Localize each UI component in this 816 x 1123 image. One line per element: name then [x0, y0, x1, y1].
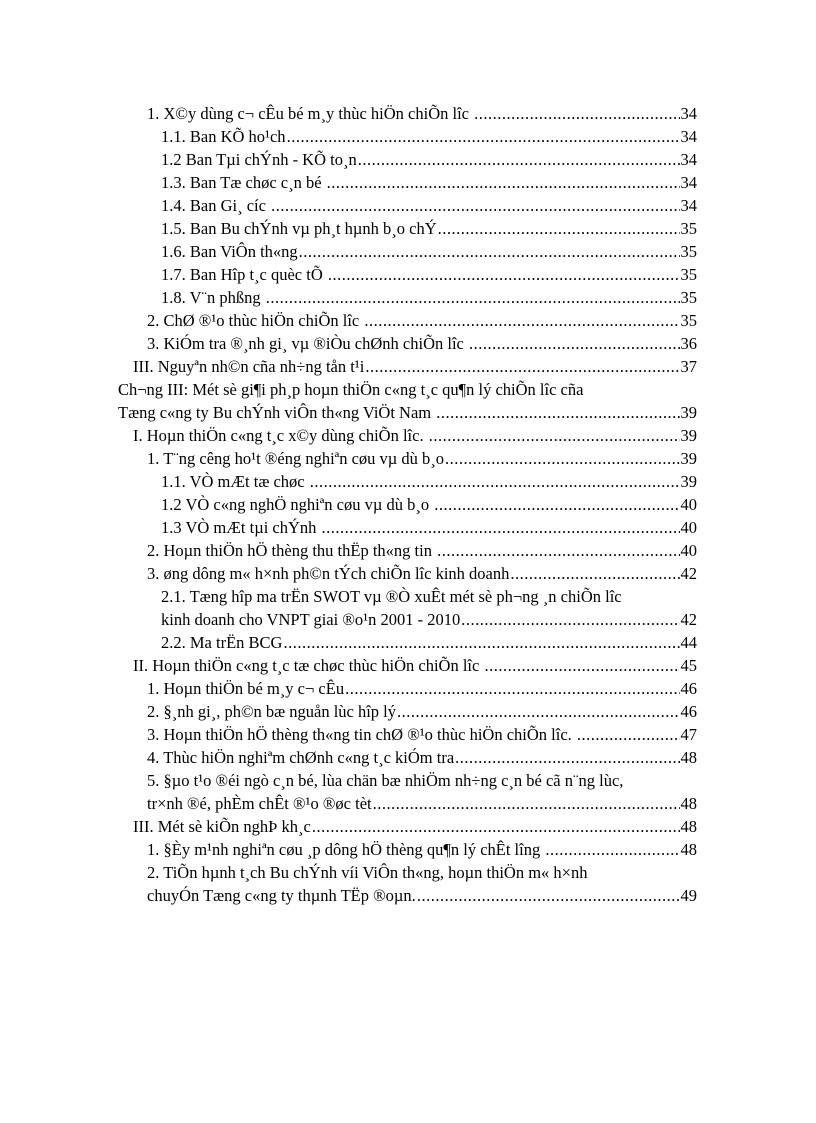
toc-dot-leader [461, 609, 679, 631]
toc-entry[interactable] [133, 655, 697, 677]
toc-entry-title: 3. øng dông m« h×nh ph©n tÝch chiÕn lîc kinh doanh [147, 564, 510, 583]
toc-dot-leader [358, 149, 680, 171]
toc-entry-title: 3. Hoµn thiÖn hÖ thèng th«ng tin chØ ®¹o thùc hiÖn chiÕn lîc. [147, 725, 576, 744]
toc-entry[interactable] [161, 149, 697, 171]
toc-entry-title: 1.1. Ban KÕ ho¹ch [161, 127, 286, 146]
toc-entry-title: 1.8. V¨n phßng [161, 288, 265, 307]
toc-entry-title: 2.2. Ma trËn BCG [161, 633, 283, 652]
toc-page-number: 40 [680, 541, 697, 560]
toc-entry-title: tr×nh ®é, phÈm chÊt ®¹o ®øc tèt [147, 794, 372, 813]
toc-entry[interactable] [147, 448, 697, 470]
toc-page-number: 34 [680, 104, 697, 123]
toc-page-number: 35 [680, 265, 697, 284]
toc-entry-title: 1.3. Ban Tæ chøc c¸n bé [161, 173, 326, 192]
toc-entry[interactable] [161, 241, 697, 263]
toc-page-number: 35 [680, 219, 697, 238]
toc-page-number: 39 [680, 449, 697, 468]
toc-page-number: 35 [680, 288, 697, 307]
toc-entry[interactable] [161, 195, 697, 217]
toc-entry-title: 1.5. Ban Bu chÝnh vµ ph¸t hµnh b¸o chÝ [161, 219, 437, 238]
toc-entry-title: 1.2 VÒ c«ng nghÖ nghiªn cøu vµ dù b¸o [161, 495, 434, 514]
toc-dot-leader [438, 218, 680, 240]
toc-page-number: 44 [680, 633, 697, 652]
toc-entry-title: 2.1. Tæng hîp ma trËn SWOT vµ ®Ò xuÊt mét sè ph¬ng ¸n chiÕn lîc [161, 587, 622, 606]
toc-page-number: 47 [680, 725, 697, 744]
toc-page-number: 46 [680, 679, 697, 698]
toc-entry-title: Ch¬ng III: Mét sè gi¶i ph¸p hoµn thiÖn c«ng t¸c qu¶n lý chiÕn lîc cña [118, 380, 584, 399]
toc-entry-title: 1.6. Ban ViÔn th«ng [161, 242, 298, 261]
toc-entry[interactable] [161, 609, 697, 631]
toc-dot-leader [328, 264, 680, 286]
toc-page-number: 48 [680, 817, 697, 836]
toc-entry-title: 3. KiÓm tra ®¸nh gi¸ vµ ®iÒu chØnh chiÕn lîc [147, 334, 468, 353]
toc-entry-title: 1. X©y dùng c¬ cÊu bé m¸y thùc hiÖn chiÕn lîc [147, 104, 474, 123]
toc-entry[interactable] [147, 540, 697, 562]
toc-dot-leader [283, 632, 679, 654]
toc-entry-title: Tæng c«ng ty Bu chÝnh viÔn th«ng ViÖt Nam [118, 403, 436, 422]
toc-entry[interactable] [133, 356, 697, 378]
toc-dot-leader [484, 655, 679, 677]
toc-page-number: 48 [680, 794, 697, 813]
toc-dot-leader [455, 747, 679, 769]
toc-dot-leader [310, 471, 680, 493]
toc-entry-title: 2. Hoµn thiÖn hÖ thèng thu thËp th«ng tin [147, 541, 437, 560]
toc-page-number: 34 [680, 127, 697, 146]
toc-dot-leader [345, 678, 679, 700]
toc-dot-leader [312, 816, 680, 838]
toc-page-number: 42 [680, 610, 697, 629]
toc-dot-leader [365, 356, 679, 378]
toc-entry[interactable] [147, 862, 697, 884]
toc-entry-title: 1.4. Ban Gi¸ cíc [161, 196, 271, 215]
toc-entry-title: II. Hoµn thiÖn c«ng t¸c tæ chøc thùc hiÖn chiÕn lîc [133, 656, 484, 675]
toc-entry[interactable] [133, 425, 697, 447]
toc-dot-leader [469, 333, 680, 355]
toc-entry-title: kinh doanh cho VNPT giai ®o¹n 2001 - 2010 [161, 610, 461, 629]
toc-page-number: 49 [680, 886, 697, 905]
toc-page-number: 45 [680, 656, 697, 675]
toc-entry-title: 1. Hoµn thiÖn bé m¸y c¬ cÊu [147, 679, 345, 698]
toc-entry[interactable] [147, 747, 697, 769]
toc-entry-title: 5. §µo t¹o ®éi ngò c¸n bé, lùa chän bæ nhiÖm nh÷ng c¸n bé cã n¨ng lùc, [147, 771, 624, 790]
toc-entry[interactable] [147, 839, 697, 861]
toc-dot-leader [373, 793, 680, 815]
toc-entry[interactable] [161, 586, 697, 608]
toc-dot-leader [577, 724, 680, 746]
toc-dot-leader [397, 701, 679, 723]
toc-entry[interactable] [161, 494, 697, 516]
toc-entry-title: 4. Thùc hiÖn nghiªm chØnh c«ng t¸c kiÓm tra [147, 748, 455, 767]
toc-entry-title: 2. ChØ ®¹o thùc hiÖn chiÕn lîc [147, 311, 364, 330]
toc-entry[interactable] [147, 310, 697, 332]
toc-page-number: 36 [680, 334, 697, 353]
toc-dot-leader [510, 563, 679, 585]
toc-entry-title: 1.7. Ban Hîp t¸c quèc tÕ [161, 265, 327, 284]
toc-entry-title: 1.2 Ban Tµi chÝnh - KÕ to¸n [161, 150, 357, 169]
toc-dot-leader [299, 241, 680, 263]
toc-dot-leader [364, 310, 679, 332]
toc-page-number: 39 [680, 426, 697, 445]
toc-entry[interactable] [147, 793, 697, 815]
toc-page-number: 34 [680, 150, 697, 169]
toc-dot-leader [429, 425, 680, 447]
toc-entry[interactable] [147, 333, 697, 355]
toc-page-number: 35 [680, 242, 697, 261]
toc-page-number: 46 [680, 702, 697, 721]
toc-entry[interactable] [147, 770, 697, 792]
toc-entry[interactable] [147, 724, 697, 746]
toc-entry-title: 1. T¨ng cêng ho¹t ®éng nghiªn cøu vµ dù b¸o [147, 449, 445, 468]
toc-entry[interactable] [147, 563, 697, 585]
toc-entry[interactable] [161, 517, 697, 539]
toc-page-number: 39 [680, 403, 697, 422]
toc-entry[interactable] [133, 816, 697, 838]
toc-dot-leader [434, 494, 679, 516]
toc-entry[interactable] [147, 701, 697, 723]
toc-entry-title: 1.1. VÒ mÆt tæ chøc [161, 472, 309, 491]
toc-entry-title: III. Nguyªn nh©n cña nh÷ng tån t¹i [133, 357, 365, 376]
toc-dot-leader [437, 540, 679, 562]
toc-dot-leader [322, 517, 680, 539]
toc-entry-title: I. Hoµn thiÖn c«ng t¸c x©y dùng chiÕn lîc. [133, 426, 428, 445]
toc-entry[interactable] [161, 172, 697, 194]
toc-dot-leader [417, 885, 680, 907]
toc-dot-leader [545, 839, 679, 861]
toc-page-number: 48 [680, 840, 697, 859]
toc-page-number: 40 [680, 495, 697, 514]
toc-entry[interactable] [161, 632, 697, 654]
toc-entry[interactable] [147, 885, 697, 907]
toc-entry[interactable] [161, 126, 697, 148]
toc-page-number: 35 [680, 311, 697, 330]
toc-dot-leader [271, 195, 679, 217]
toc-dot-leader [436, 402, 679, 424]
toc-entry[interactable] [147, 103, 697, 125]
toc-page-number: 34 [680, 196, 697, 215]
toc-page-number: 39 [680, 472, 697, 491]
toc-entry[interactable] [118, 402, 697, 424]
toc-entry[interactable] [161, 218, 697, 240]
toc-entry[interactable] [118, 379, 697, 401]
toc-page-number: 40 [680, 518, 697, 537]
toc-entry[interactable] [161, 264, 697, 286]
toc-page-number: 34 [680, 173, 697, 192]
toc-entry-title: 2. TiÕn hµnh t¸ch Bu chÝnh víi ViÔn th«ng, hoµn thiÖn m« h×nh [147, 863, 588, 882]
toc-entry-title: 1. §Èy m¹nh nghiªn cøu ¸p dông hÖ thèng qu¶n lý chÊt lîng [147, 840, 545, 859]
toc-entry[interactable] [161, 471, 697, 493]
toc-entry[interactable] [147, 678, 697, 700]
toc-page-number: 48 [680, 748, 697, 767]
toc-page-number: 37 [680, 357, 697, 376]
toc-entry-title: III. Mét sè kiÕn nghÞ kh¸c [133, 817, 311, 836]
toc-dot-leader [445, 448, 679, 470]
toc-dot-leader [266, 287, 680, 309]
toc-dot-leader [327, 172, 680, 194]
toc-dot-leader [474, 103, 679, 125]
toc-entry-title: 2. §¸nh gi¸, ph©n bæ nguån lùc hîp lý [147, 702, 397, 721]
toc-dot-leader [287, 126, 680, 148]
toc-page-number: 42 [680, 564, 697, 583]
toc-entry-title: chuyÓn Tæng c«ng ty thµnh TËp ®oµn. [147, 886, 416, 905]
toc-entry-title: 1.3 VÒ mÆt tµi chÝnh [161, 518, 321, 537]
toc-entry[interactable] [161, 287, 697, 309]
